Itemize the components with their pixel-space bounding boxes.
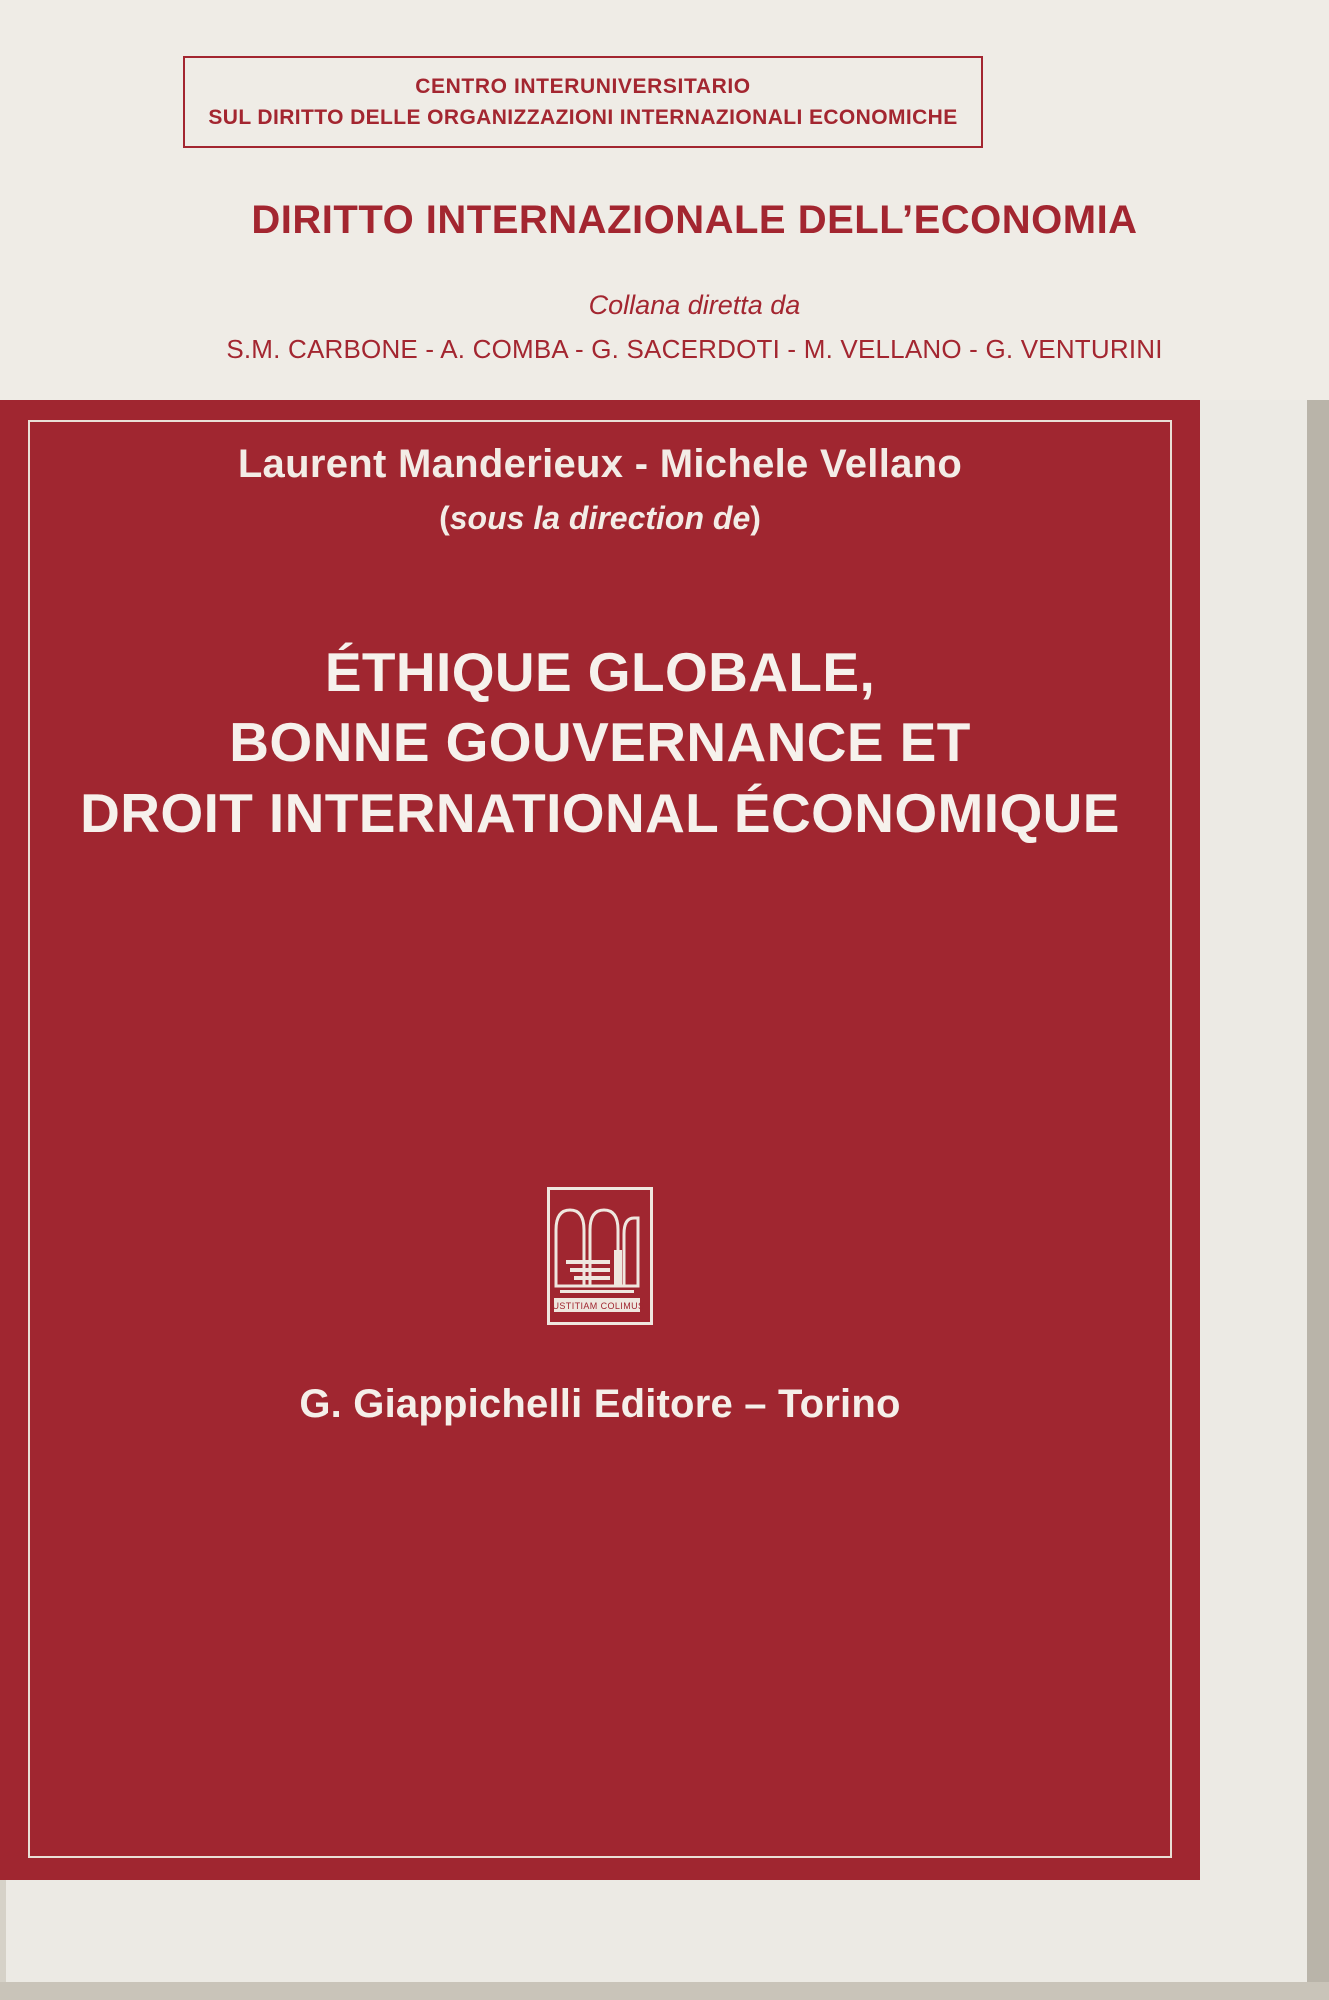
cover-book-title [30, 637, 1170, 848]
book-title-line-3: DROIT INTERNATIONAL ÉCONOMIQUE [80, 781, 1120, 844]
series-institution-line1: CENTRO INTERUNIVERSITARIO [415, 74, 751, 98]
series-institution-line2: SUL DIRITTO DELLE ORGANIZZAZIONI INTERNAZIONALI ECONOMICHE [208, 105, 958, 129]
book-title-line-2: BONNE GOUVERNANCE ET [229, 711, 971, 774]
series-editors: S.M. CARBONE - A. COMBA - G. SACERDOTI - M. VELLANO - G. VENTURINI [226, 334, 1163, 364]
cover-top-section [0, 0, 1329, 400]
series-institution-box [183, 56, 983, 148]
book-title-line-1: ÉTHIQUE GLOBALE, [324, 641, 876, 703]
direction-paren-close: ) [750, 500, 761, 536]
direction-italic-text: sous la direction de [449, 500, 751, 536]
cover-red-panel [0, 400, 1200, 1880]
cover-authors: Laurent Manderieux - Michele Vellano [237, 442, 963, 486]
series-subtitle: Collana diretta da [588, 290, 801, 320]
series-title: DIRITTO INTERNAZIONALE DELL’ECONOMIA [251, 198, 1138, 242]
svg-text:IUSTITIAM COLIMUS: IUSTITIAM COLIMUS [550, 1301, 644, 1311]
cover-direction-note [30, 500, 1170, 537]
cover-frame-border [28, 420, 1172, 1858]
publisher-name: G. Giappichelli Editore – Torino [299, 1382, 901, 1426]
direction-paren-open: ( [439, 500, 450, 536]
publisher-logo-icon [547, 1187, 653, 1325]
scan-edge-bottom [0, 1982, 1329, 2000]
